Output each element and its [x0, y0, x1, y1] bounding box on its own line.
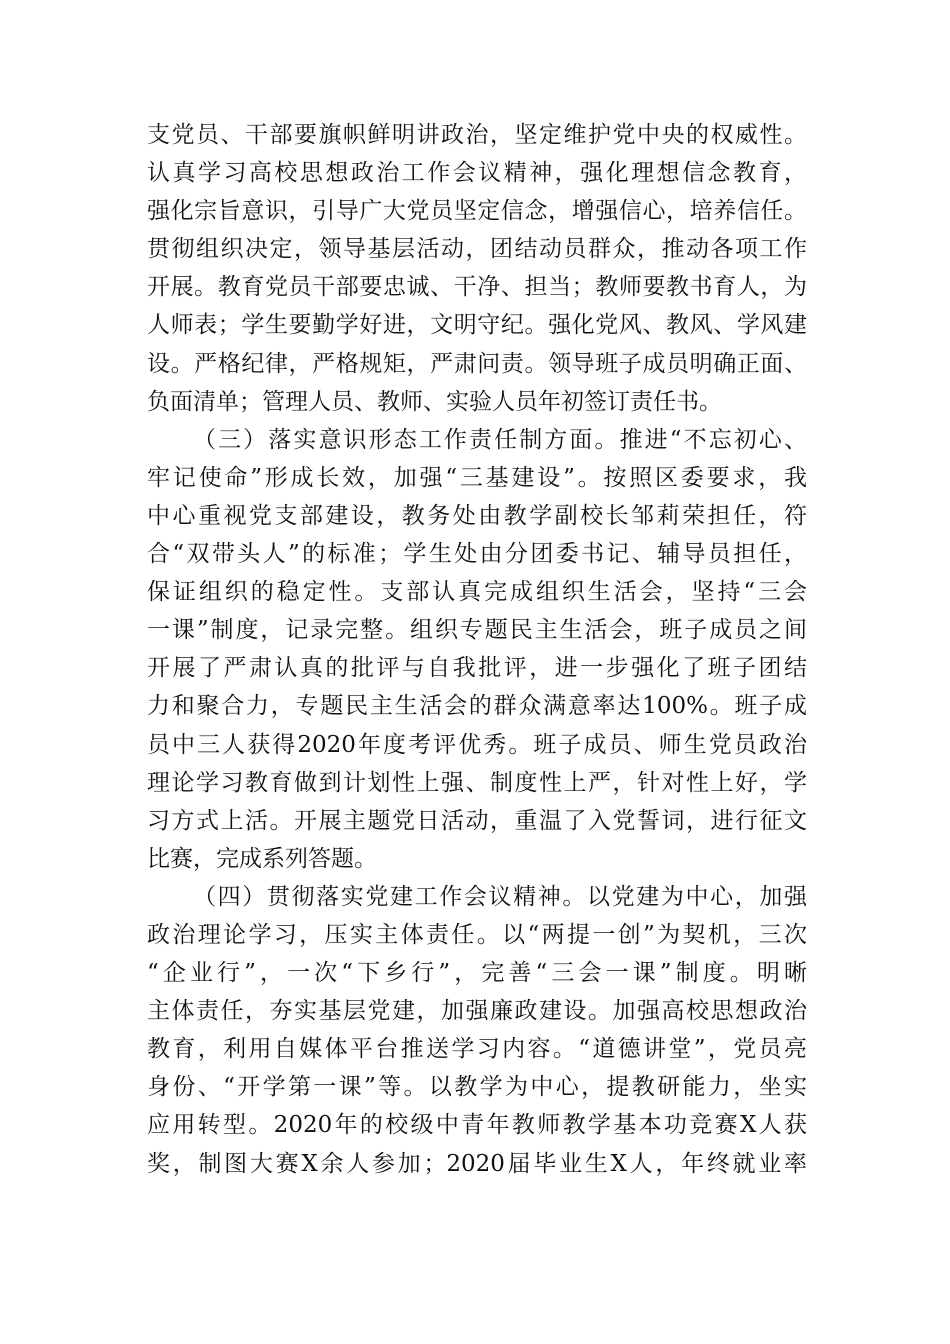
- text-line: 强化宗旨意识，引导广大党员坚定信念，增强信心，培养信任。: [147, 198, 807, 225]
- text-line: 政治理论学习，压实主体责任。以“两提一创”为契机，三次: [147, 921, 807, 948]
- text-line: 人师表；学生要勤学好进，文明守纪。强化党风、教风、学风建: [147, 312, 807, 339]
- text-line: 应用转型。2020年的校级中青年教师教学基本功竞赛X人获: [147, 1112, 807, 1139]
- text-line: “企业行”，一次“下乡行”，完善“三会一课”制度。明晰: [147, 960, 807, 987]
- text-line: 理论学习教育做到计划性上强、制度性上严，针对性上好，学: [147, 769, 807, 796]
- text-line: 身份、“开学第一课”等。以教学为中心，提教研能力，坐实: [147, 1074, 807, 1101]
- text-line: 贯彻组织决定，领导基层活动，团结动员群众，推动各项工作: [147, 236, 807, 263]
- text-line: 一课”制度，记录完整。组织专题民主生活会，班子成员之间: [147, 617, 807, 644]
- text-line: 主体责任，夯实基层党建，加强廉政建设。加强高校思想政治: [147, 998, 807, 1025]
- text-line: 开展了严肃认真的批评与自我批评，进一步强化了班子团结: [147, 655, 807, 682]
- text-line: 力和聚合力，专题民主生活会的群众满意率达100%。班子成: [147, 693, 807, 720]
- text-line: 牢记使命”形成长效，加强“三基建设”。按照区委要求，我: [147, 464, 807, 491]
- text-line: 认真学习高校思想政治工作会议精神，强化理想信念教育，: [147, 160, 807, 187]
- text-line: 合“双带头人”的标准；学生处由分团委书记、辅导员担任，: [147, 541, 807, 568]
- text-line: 中心重视党支部建设，教务处由教学副校长邹莉荣担任，符: [147, 502, 807, 529]
- text-line: 设。严格纪律，严格规矩，严肃问责。领导班子成员明确正面、: [147, 350, 807, 377]
- text-line: 习方式上活。开展主题党日活动，重温了入党誓词，进行征文: [147, 807, 807, 834]
- text-line: 支党员、干部要旗帜鲜明讲政治，坚定维护党中央的权威性。: [147, 122, 807, 148]
- section-heading-line: （四）贯彻落实党建工作会议精神。以党建为中心，加强: [193, 883, 807, 910]
- section-heading-line: （三）落实意识形态工作责任制方面。推进“不忘初心、: [193, 426, 807, 453]
- text-line: 比赛，完成系列答题。: [147, 845, 377, 872]
- body-text: [147, 116, 807, 1183]
- text-line: 教育，利用自媒体平台推送学习内容。“道德讲堂”，党员亮: [147, 1036, 807, 1063]
- text-line: 保证组织的稳定性。支部认真完成组织生活会，坚持“三会: [147, 579, 807, 606]
- text-line: 负面清单；管理人员、教师、实验人员年初签订责任书。: [147, 388, 722, 415]
- text-line: 开展。教育党员干部要忠诚、干净、担当；教师要教书育人，为: [147, 274, 807, 301]
- text-line: 奖，制图大赛X余人参加；2020届毕业生X人，年终就业率: [147, 1150, 807, 1177]
- text-line: 员中三人获得2020年度考评优秀。班子成员、师生党员政治: [147, 731, 807, 758]
